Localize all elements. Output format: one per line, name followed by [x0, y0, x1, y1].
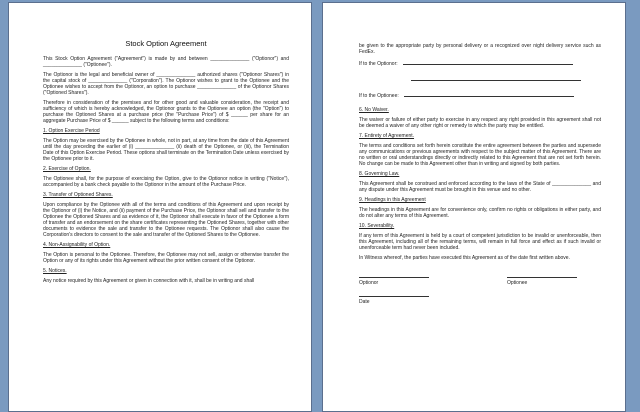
recital-paragraph: The Optionor is the legal and beneficial owner of ______________ authorized shares ("Optionor Shares") in the capital stock of ______________ ("Corporation"). The Optionor wishes to grant to the Optionee and the Optionee wishes to accept from the Optionor, an option to purchase ______________ of the Optionor Shares ("Optioned Shares"). [43, 72, 289, 96]
section-text-8: This Agreement shall be construed and enforced according to the laws of the State of ______________ and any dispute under this Agreement must be brought in this venue and no other. [359, 181, 601, 193]
section-text-1: The Option may be exercised by the Optionee in whole, not in part, at any time from the date of this Agreement until the day preceding the earlier of (i) ______________ (ii) death of the Optionee, or (iii), the Termination Date of this Option Exercise Period. These options shall terminate on the Termination Date unless exercised by the Optionee prior to it. [43, 138, 289, 162]
section-text-2: The Optionee shall, for the purpose of exercising the Option, give to the Optionor notice in writing ("Notice"), accompanied by a bank check payable to the Optionor in the amount of the Purchase Price. [43, 176, 289, 188]
section-heading-5: 5. Notices. [43, 268, 67, 274]
blank-address-line [411, 75, 581, 81]
consideration-paragraph: Therefore in consideration of the premises and for other good and valuable consideration, the receipt and sufficiency of which is hereby acknowledged, the Optionor grants to the Optionee an option (the "Option") to purchase the Optioned Shares at a purchase price (the "Purchase Price") of $ ______ per share for an aggregate Purchase Price of $ ______ subject to the following terms and conditions: [43, 100, 289, 124]
blank-address-row [411, 75, 601, 83]
section-text-7: The terms and conditions set forth herein constitute the entire agreement between the parties and supersede any communications or previous agreements with respect to the subject matter of this Agreement. There are no written or oral understandings directly or indirectly related to this Agreement that are not set forth herein. No change can be made to this Agreement other than in writing and signed by both parties. [359, 143, 601, 167]
section-heading-10: 10. Severability. [359, 223, 395, 229]
optionor-address-label: If to the Optionor: [359, 61, 398, 67]
signature-block [359, 265, 601, 305]
section-heading-4: 4. Non-Assignability of Option. [43, 242, 111, 248]
notices-continued: be given to the appropriate party by personal delivery or a recognized over night delivery service such as FedEx. [359, 43, 601, 55]
optionee-signature-label: Optionee [507, 280, 528, 286]
optionee-signature [507, 277, 577, 286]
section-text-5: Any notice required by this Agreement or given in connection with it, shall be in writing and shall [43, 278, 255, 284]
section-text-3: Upon compliance by the Optionee with all of the terms and conditions of this Agreement and upon receipt by the Optionor of (i) the Notice, and (ii) payment of the Purchase Price, the Optionor shall sell and transfer to the Optionee the Optioned Shares and as evidence of it, the Optionor shall execute in favor of the Optionee a form of transfer and an endorsement on the share certificates representing the Optioned Shares, together with other documents to evidence the sale and transfer to the Optionee requests. The Optionor shall also cause the Corporation's directors to consent to the sale and transfer of the Optioned Shares to the Optionee. [43, 202, 289, 238]
document-page-right [322, 2, 626, 412]
document-title: Stock Option Agreement [125, 39, 207, 48]
optionor-signature-label: Optionor [359, 280, 379, 286]
optionee-address-row [359, 91, 601, 99]
intro-paragraph: This Stock Option Agreement ("Agreement") is made by and between ______________ ("Optionor") and ______________ ("Optionee"). [43, 56, 289, 68]
document-page-left [8, 2, 312, 412]
optionor-address-row [359, 59, 601, 67]
section-heading-9: 9. Headings in this Agreement [359, 197, 426, 203]
section-heading-7: 7. Entirety of Agreement. [359, 133, 415, 139]
section-text-6: The waiver or failure of either party to exercise in any respect any right provided in this agreement shall not be deemed a waiver of any other right or remedy to which the party may be entitled. [359, 117, 601, 129]
page-content [359, 43, 601, 305]
section-heading-3: 3. Transfer of Optioned Shares. [43, 192, 113, 198]
optionor-address-line [403, 59, 573, 65]
section-heading-8: 8. Governing Law. [359, 171, 400, 177]
signature-line [359, 277, 429, 278]
optionee-address-line [404, 91, 574, 97]
date-line [359, 296, 429, 297]
date-signature [359, 296, 429, 305]
page-content [43, 3, 289, 288]
date-label: Date [359, 299, 370, 305]
section-text-4: The Option is personal to the Optionee. Therefore, the Optionee may not sell, assign or otherwise transfer the Option or any of its rights under this Agreement without the prior written consent of the Optionor. [43, 252, 289, 264]
section-text-9: The headings in this Agreement are for convenience only, confirm no rights or obligations in either party, and do not alter any terms of this Agreement. [359, 207, 601, 219]
section-heading-1: 1. Option Exercise Period [43, 128, 100, 134]
section-text-10: If any term of this Agreement is held by a court of competent jurisdiction to be invalid or unenforceable, then this Agreement, including all of the remaining terms, will remain in full force and effect as if such invalid or unenforceable term had never been included. [359, 233, 601, 251]
witness-paragraph: In Witness whereof, the parties have executed this Agreement as of the date first written above. [359, 255, 570, 261]
optionor-signature [359, 277, 429, 286]
section-heading-6: 6. No Waiver. [359, 107, 389, 113]
optionee-address-label: If to the Optionee: [359, 93, 399, 99]
section-heading-2: 2. Exercise of Option. [43, 166, 91, 172]
signature-line [507, 277, 577, 278]
